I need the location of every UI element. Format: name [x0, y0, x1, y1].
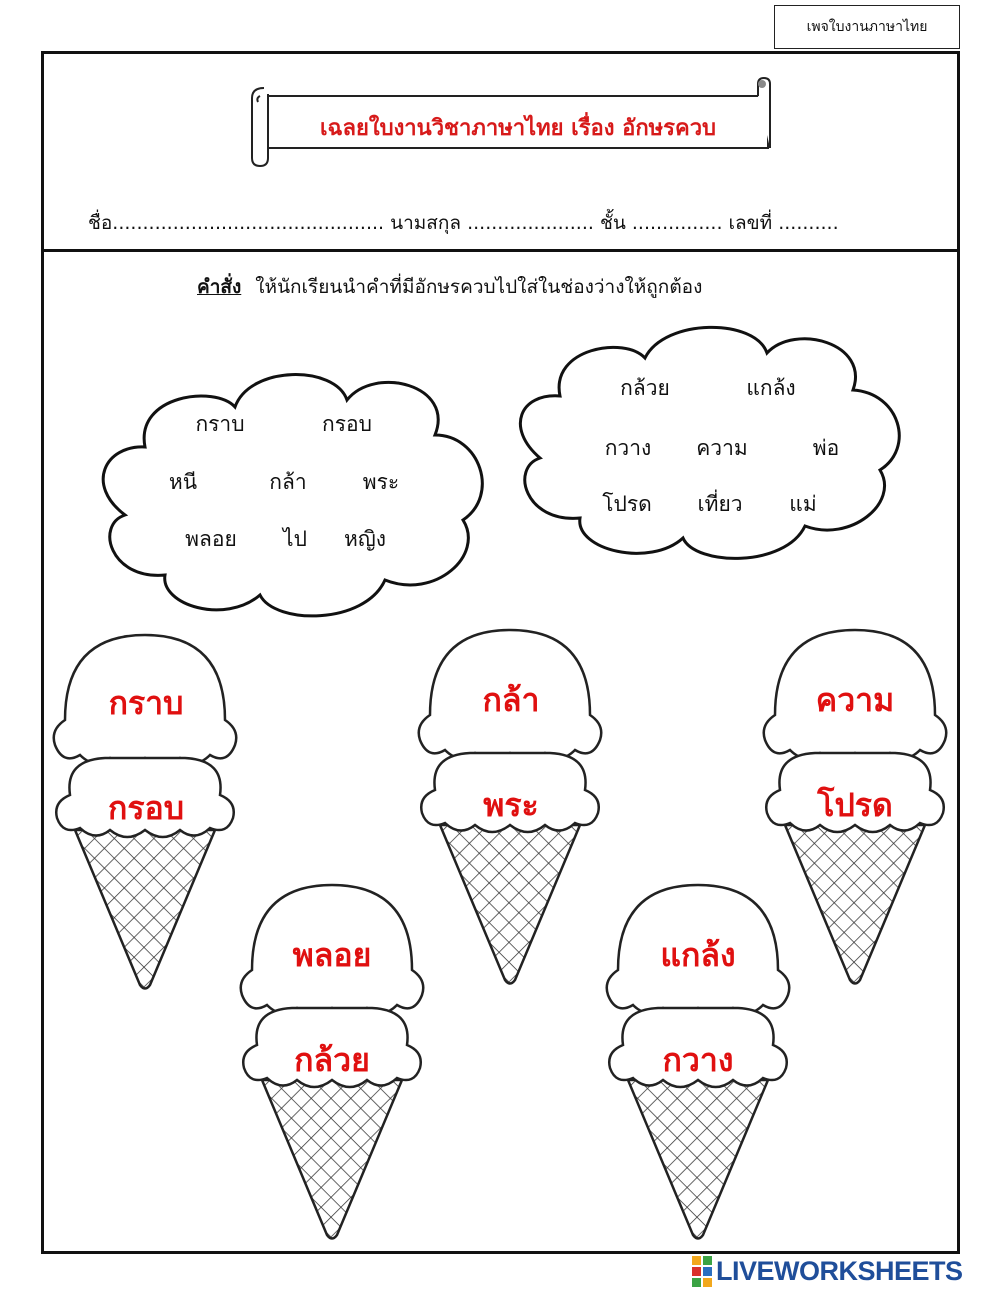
cloud-word: หญิง — [344, 527, 386, 551]
cone-answer-top: กล้า — [482, 681, 540, 719]
cloud-word: พระ — [362, 470, 400, 494]
cone-answer-bottom: พระ — [483, 786, 539, 824]
liveworksheets-logo-icon — [692, 1256, 712, 1287]
cloud-word: พลอย — [185, 527, 237, 551]
cloud-word: โปรด — [602, 492, 652, 516]
cloud-word: กล้า — [269, 470, 307, 494]
page-title: เฉลยใบงานวิชาภาษาไทย เรื่อง อักษรควบ — [319, 115, 717, 141]
instruction-text: ให้นักเรียนนำคำที่มีอักษรควบไปใส่ในช่องว่างให้ถูกต้อง — [255, 276, 703, 298]
cone-answer-bottom: กล้วย — [294, 1041, 370, 1079]
cloud-word: แม่ — [789, 492, 817, 516]
cloud-word: พ่อ — [812, 436, 840, 460]
cone-answer-top: พลอย — [292, 936, 372, 974]
cloud-word: ไป — [283, 527, 307, 551]
header-divider — [41, 249, 960, 252]
cloud-word: เที่ยว — [697, 492, 743, 516]
instruction — [197, 272, 702, 302]
student-info-line: ชื่อ............................................. นามสกุล ..................... ชั้น ............... เลขที่ .......... — [88, 212, 839, 234]
cloud-word: หนี — [168, 470, 198, 494]
cone-answer-bottom: กรอบ — [107, 789, 185, 827]
page-tag: เพจใบงานภาษาไทย — [774, 5, 960, 49]
liveworksheets-logo[interactable] — [692, 1254, 963, 1288]
instruction-label: คำสั่ง — [197, 276, 242, 298]
cloud-word: กราบ — [195, 412, 245, 436]
cloud-word: แกล้ง — [746, 376, 796, 400]
cloud-word: กล้วย — [620, 376, 670, 400]
cone-answer-top: ความ — [815, 681, 895, 719]
cone-answer-bottom: โปรด — [817, 786, 893, 824]
cloud-word: ความ — [696, 436, 748, 460]
liveworksheets-wordmark: LIVEWORKSHEETS — [716, 1255, 963, 1286]
cloud-word: กวาง — [604, 436, 652, 460]
cone-answer-top: แกล้ง — [660, 936, 736, 974]
cloud-word: กรอบ — [322, 412, 372, 436]
cone-answer-top: กราบ — [108, 684, 184, 722]
cone-answer-bottom: กวาง — [662, 1041, 734, 1079]
